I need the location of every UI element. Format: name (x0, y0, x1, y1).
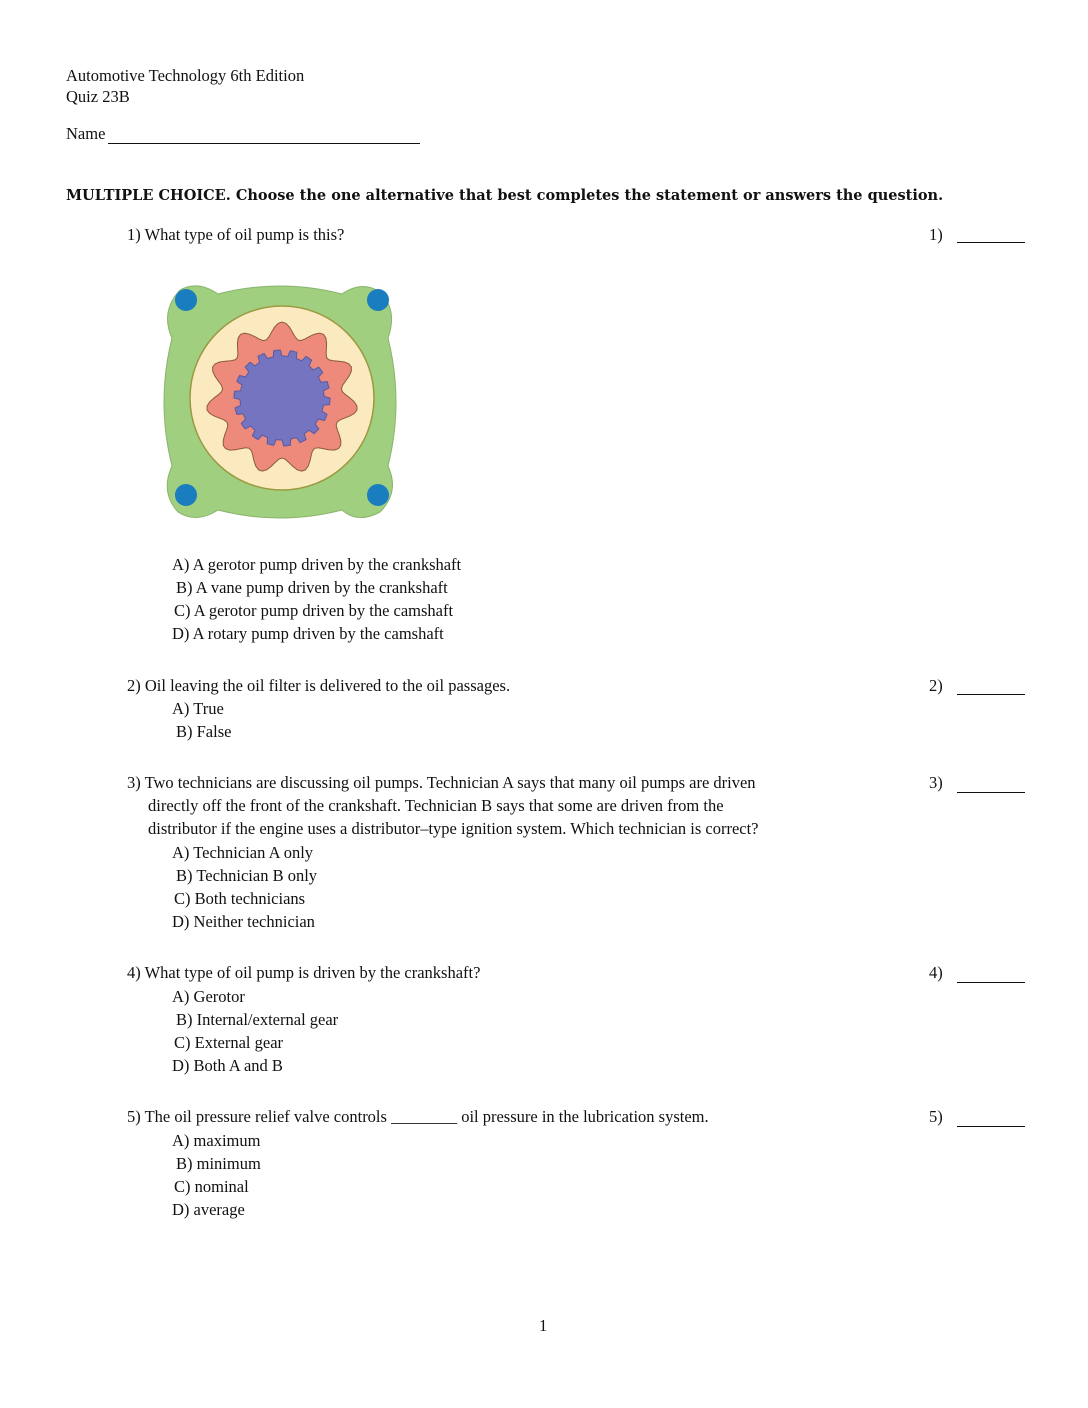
gerotor-pump-image (158, 280, 402, 524)
question-2-text: 2) Oil leaving the oil filter is delivered to the oil passages. (127, 676, 511, 695)
question-3-text-line-1: 3) Two technicians are discussing oil pumps. Technician A says that many oil pumps are driven (127, 773, 756, 792)
q5-choice-a[interactable]: A) maximum (172, 1131, 261, 1150)
q1-choice-d[interactable]: D) A rotary pump driven by the camshaft (172, 624, 444, 643)
q4-choice-a[interactable]: A) Gerotor (172, 987, 245, 1006)
answer-blank-5[interactable] (957, 1126, 1025, 1127)
answer-blank-2[interactable] (957, 694, 1025, 695)
name-field[interactable] (108, 143, 420, 144)
question-5-text: 5) The oil pressure relief valve controls ________ oil pressure in the lubrication system. (127, 1107, 709, 1126)
q4-choice-c[interactable]: C) External gear (174, 1033, 284, 1052)
page-number: 1 (539, 1316, 548, 1335)
q5-choice-b[interactable]: B) minimum (176, 1154, 261, 1173)
course-title: Automotive Technology 6th Edition (66, 66, 305, 85)
question-3-text-line-3: distributor if the engine uses a distributor–type ignition system. Which technician is correct? (148, 819, 759, 838)
question-1-number: 1) (929, 225, 943, 244)
q3-choice-d[interactable]: D) Neither technician (172, 912, 315, 931)
q3-choice-b[interactable]: B) Technician B only (176, 866, 318, 885)
q4-choice-d[interactable]: D) Both A and B (172, 1056, 283, 1075)
q3-choice-a[interactable]: A) Technician A only (172, 843, 314, 862)
question-3-text-line-2: directly off the front of the crankshaft. Technician B says that some are driven from the (148, 796, 724, 815)
question-4-text: 4) What type of oil pump is driven by the crankshaft? (127, 963, 481, 982)
answer-blank-1[interactable] (957, 242, 1025, 243)
question-2-number: 2) (929, 676, 943, 695)
q1-choice-b[interactable]: B) A vane pump driven by the crankshaft (176, 578, 448, 597)
q1-choice-c[interactable]: C) A gerotor pump driven by the camshaft (174, 601, 454, 620)
q4-choice-b[interactable]: B) Internal/external gear (176, 1010, 339, 1029)
question-4-number: 4) (929, 963, 943, 982)
q1-choice-a[interactable]: A) A gerotor pump driven by the crankshaft (172, 555, 462, 574)
q3-choice-c[interactable]: C) Both technicians (174, 889, 306, 908)
name-label: Name (66, 124, 106, 143)
answer-blank-3[interactable] (957, 792, 1025, 793)
q2-choice-b[interactable]: B) False (176, 722, 232, 741)
question-3-number: 3) (929, 773, 943, 792)
section-heading: MULTIPLE CHOICE. Choose the one alternative that best completes the statement or answers the question. (66, 187, 944, 204)
question-5-number: 5) (929, 1107, 943, 1126)
answer-blank-4[interactable] (957, 982, 1025, 983)
question-1-text: 1) What type of oil pump is this? (127, 225, 345, 244)
q5-choice-c[interactable]: C) nominal (174, 1177, 249, 1196)
q5-choice-d[interactable]: D) average (172, 1200, 245, 1219)
q2-choice-a[interactable]: A) True (172, 699, 224, 718)
quiz-title: Quiz 23B (66, 87, 130, 106)
